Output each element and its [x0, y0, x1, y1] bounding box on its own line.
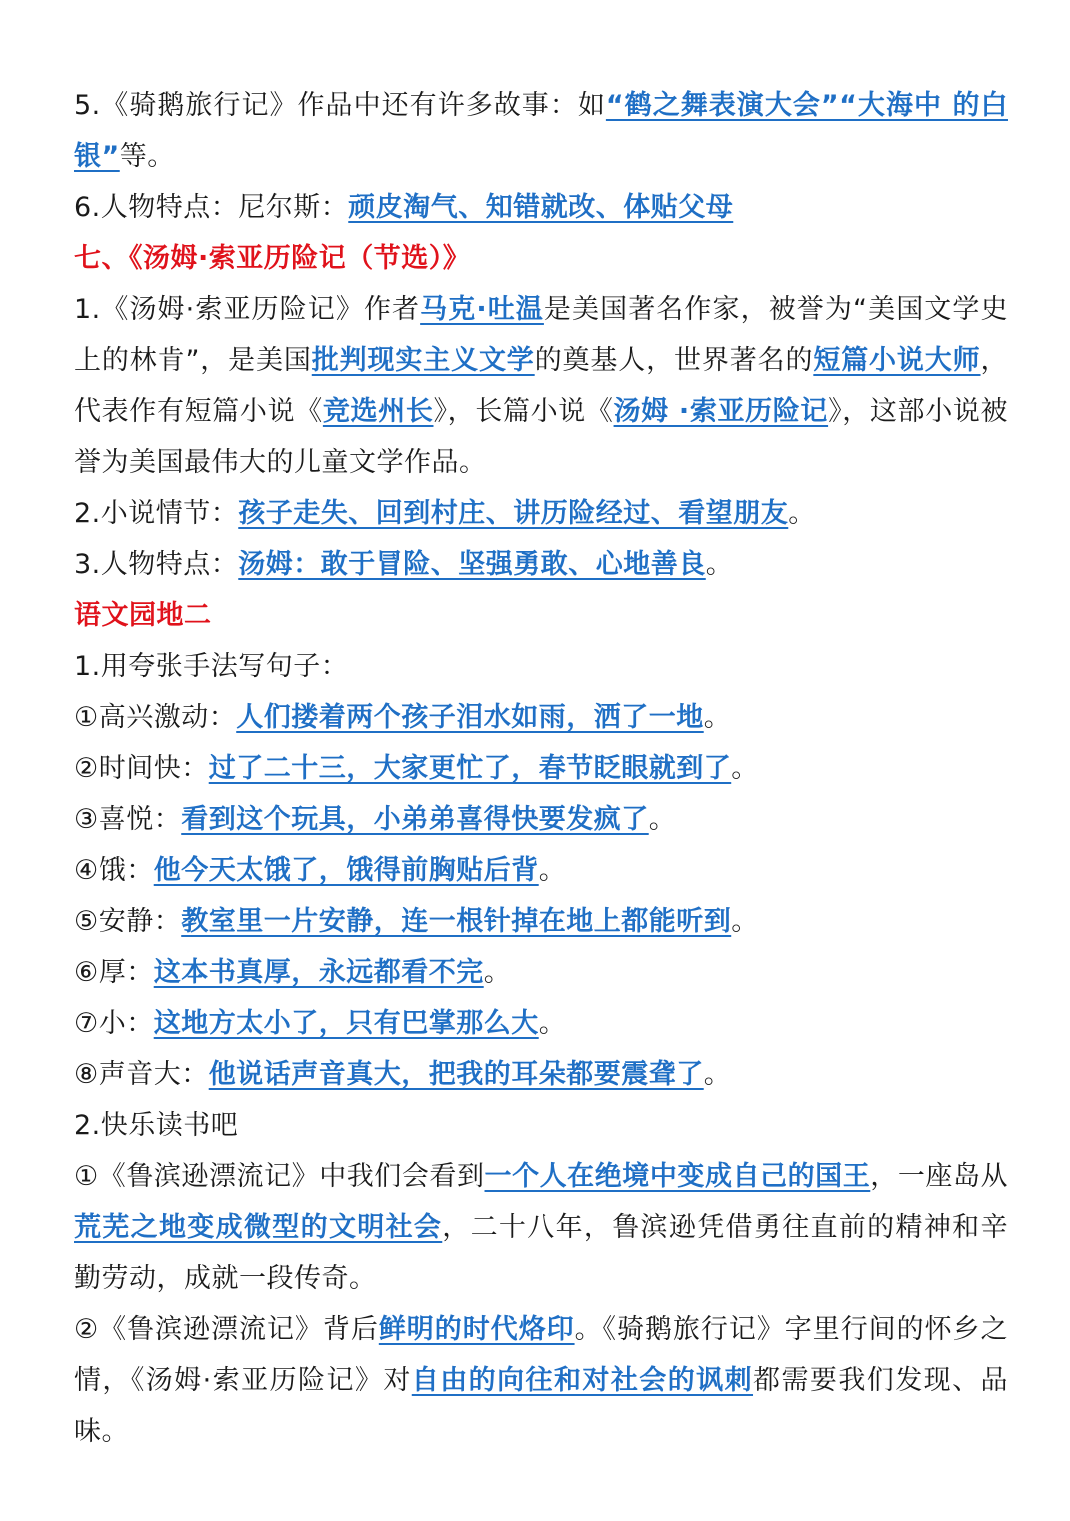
answer-text: 自由的向往和对社会的讽刺	[411, 1365, 754, 1396]
answer-text: 这地方太小了，只有巴掌那么大	[153, 1008, 539, 1039]
body-text: ④饿：	[74, 855, 154, 886]
text-paragraph	[74, 896, 1008, 947]
text-paragraph	[74, 1304, 1008, 1457]
body-text: 。	[538, 855, 567, 886]
heading-text: 语文园地二	[74, 600, 212, 631]
text-paragraph	[74, 845, 1008, 896]
body-text: 3.人物特点：	[74, 549, 239, 580]
answer-text: 汤姆：敢于冒险、坚强勇敢、心地善良	[238, 549, 706, 580]
body-text: ⑥厚：	[74, 957, 154, 988]
body-text: 的奠基人，世界著名的	[534, 345, 814, 376]
body-text: ，代表作有短篇小说《	[74, 345, 1009, 427]
text-paragraph	[74, 1151, 1008, 1304]
text-paragraph	[74, 947, 1008, 998]
body-text: 。	[538, 1008, 567, 1039]
text-paragraph	[74, 284, 1008, 488]
body-text: 2.小说情节：	[74, 498, 239, 529]
text-paragraph	[74, 641, 1008, 692]
answer-text: 马克·吐温	[420, 294, 544, 325]
body-text: ⑤安静：	[74, 906, 182, 937]
answer-text: 过了二十三，大家更忙了，春节眨眼就到了	[208, 753, 732, 784]
body-text: ②《鲁滨逊漂流记》背后	[74, 1314, 379, 1345]
answer-text: 鲜明的时代烙印	[378, 1314, 575, 1345]
text-paragraph	[74, 692, 1008, 743]
body-text: ，一座岛从	[870, 1161, 1008, 1192]
answer-text: 人们搂着两个孩子泪水如雨，洒了一地	[236, 702, 704, 733]
body-text: ，二十八年，鲁滨逊凭借勇往直前的精神和辛勤劳动，成就一段传奇。	[74, 1212, 1008, 1294]
answer-text: 荒芜之地变成微型的文明社会	[74, 1212, 443, 1243]
body-text: 。	[788, 498, 816, 529]
answer-text: 他今天太饿了，饿得前胸贴后背	[153, 855, 539, 886]
body-text: 是美国著名作家，被誉为“美国文学史上的林肯”，是美国	[74, 294, 1008, 376]
answer-text: 他说话声音真大，把我的耳朵都要震聋了	[208, 1059, 704, 1090]
body-text: 5.《骑鹅旅行记》作品中还有许多故事：如	[74, 90, 606, 121]
body-text: 。	[483, 957, 512, 988]
body-text: 1.用夸张手法写句子：	[74, 651, 349, 682]
text-paragraph	[74, 182, 1008, 233]
heading-text: 七、《汤姆·索亚历险记（节选）》	[74, 243, 471, 274]
answer-text: 看到这个玩具，小弟弟喜得快要发疯了	[181, 804, 649, 835]
body-text: 。	[731, 906, 759, 937]
body-text: 2.快乐读书吧	[74, 1110, 239, 1141]
text-paragraph	[74, 539, 1008, 590]
body-text: ⑦小：	[74, 1008, 154, 1039]
answer-text: “鹤之舞表演大会”“大海中 的白银”	[74, 90, 1008, 172]
section-heading	[74, 590, 1008, 641]
body-text: ③喜悦：	[74, 804, 182, 835]
text-paragraph	[74, 794, 1008, 845]
body-text: ①高兴激动：	[74, 702, 237, 733]
body-text: ⑧声音大：	[74, 1059, 209, 1090]
answer-text: 这本书真厚，永远都看不完	[153, 957, 484, 988]
answer-text: 顽皮淘气、知错就改、体贴父母	[348, 192, 734, 223]
answer-text: 汤姆 ·索亚历险记	[613, 396, 829, 427]
body-text: 等。	[119, 141, 175, 172]
body-text: 。	[648, 804, 677, 835]
body-text: 。	[731, 753, 759, 784]
text-paragraph	[74, 80, 1008, 182]
answer-text: 教室里一片安静，连一根针掉在地上都能听到	[181, 906, 732, 937]
answer-text: 短篇小说大师	[813, 345, 981, 376]
body-text: 》，长篇小说《	[433, 396, 614, 427]
text-paragraph	[74, 998, 1008, 1049]
body-text: 》，这部小说被誉为美国最伟大的儿童文学作品。	[74, 396, 1009, 478]
text-paragraph	[74, 743, 1008, 794]
answer-text: 批判现实主义文学	[311, 345, 535, 376]
body-text: 。《骑鹅旅行记》字里行间的怀乡之情，《汤姆·索亚历险记》对	[74, 1314, 1009, 1396]
body-text: ①《鲁滨逊漂流记》中我们会看到	[74, 1161, 485, 1192]
text-paragraph	[74, 488, 1008, 539]
section-heading	[74, 233, 1008, 284]
body-text: ②时间快：	[74, 753, 209, 784]
text-paragraph	[74, 1049, 1008, 1100]
body-text: 1.《汤姆·索亚历险记》作者	[74, 294, 421, 325]
body-text: 。	[703, 1059, 732, 1090]
body-text: 6.人物特点：尼尔斯：	[74, 192, 349, 223]
answer-text: 竞选州长	[322, 396, 434, 427]
body-text: 。	[703, 702, 732, 733]
body-text: 。	[705, 549, 734, 580]
answer-text: 一个人在绝境中变成自己的国王	[484, 1161, 871, 1192]
text-paragraph	[74, 1100, 1008, 1151]
answer-text: 孩子走失、回到村庄、讲历险经过、看望朋友	[238, 498, 789, 529]
body-text: 都需要我们发现、品味。	[74, 1365, 1009, 1447]
